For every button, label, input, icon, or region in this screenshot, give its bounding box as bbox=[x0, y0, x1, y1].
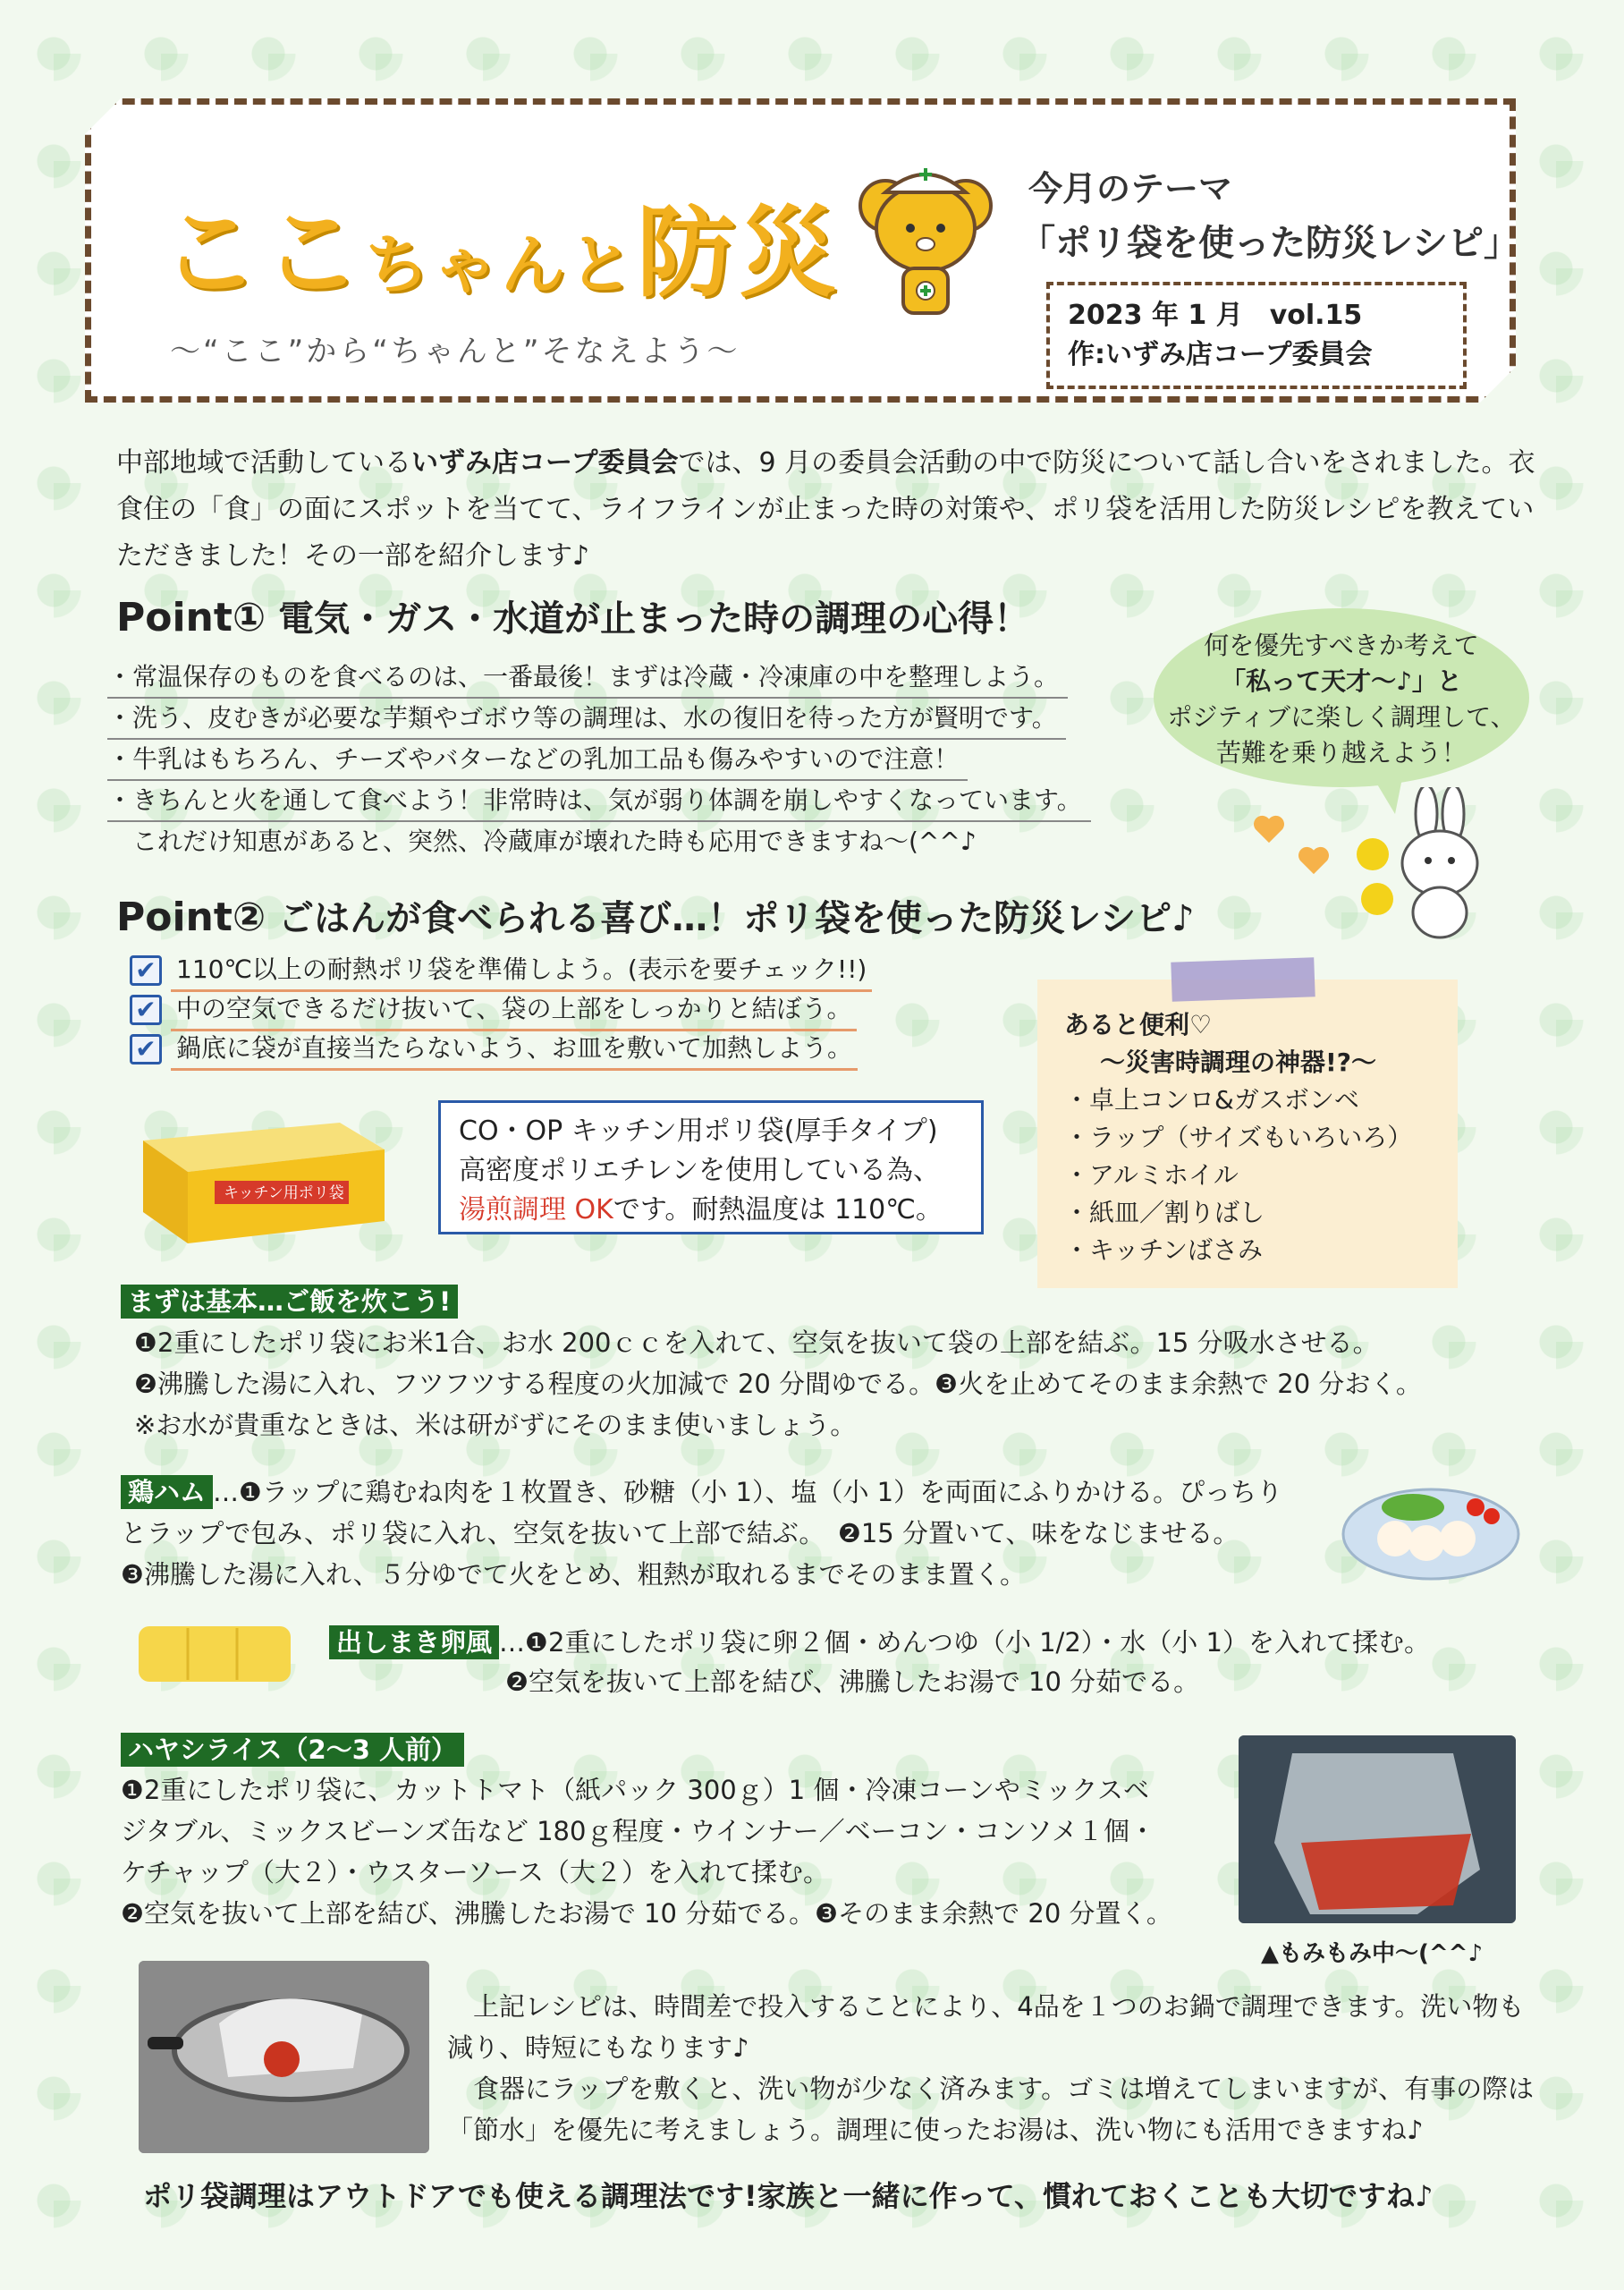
hayashi-line: ❶2重にしたポリ袋に、カットトマト（紙パック 300ｇ）1 個・冷凍コーンやミックスベ bbox=[121, 1775, 1149, 1805]
list-item: ・常温保存のものを食べるのは、一番最後！まずは冷蔵・冷凍庫の中を整理しよう。 bbox=[107, 657, 1068, 699]
mascot-icon bbox=[859, 157, 993, 327]
checkbox-icon: ✔ bbox=[130, 955, 162, 986]
list-item: ・洗う、皮むきが必要な芋類やゴボウ等の調理は、水の復旧を待った方が賢明です。 bbox=[107, 699, 1066, 740]
page-subtitle: ～“ここ”から“ちゃんと”そなえよう～ bbox=[170, 334, 740, 369]
closing-line: 減り、時短にもなります♪ bbox=[447, 2032, 749, 2063]
speech-bubble: 何を優先すべきか考えて 「私って天才～♪」と ポジティブに楽しく調理して、 苦難を乗り越えよう！ bbox=[1154, 608, 1529, 787]
page-title: ここちゃんと防災 bbox=[161, 196, 842, 310]
list-item: ・紙皿／割りばし bbox=[1064, 1198, 1265, 1227]
ham-line: ❸沸騰した湯に入れ、５分ゆでて火をとめ、粗熱が取れるまでそのまま置く。 bbox=[121, 1559, 1026, 1590]
product-spec-box: CO・OP キッチン用ポリ袋(厚手タイプ) 高密度ポリエチレンを使用している為、 湯煎調理 OKです。耐熱温度は 110℃。 bbox=[438, 1100, 984, 1234]
kneading-bag-photo bbox=[1239, 1735, 1516, 1923]
egg-line: 出しまき卵風 …❶2重にしたポリ袋に卵２個・めんつゆ（小 1/2）・水（小 1）を入れて揉む。 bbox=[329, 1622, 1430, 1663]
bunny-cheer-icon bbox=[1341, 787, 1493, 939]
pot-photo bbox=[139, 1961, 429, 2153]
checklist bbox=[130, 951, 872, 1069]
heart-icon bbox=[1252, 814, 1286, 844]
ham-line: 鶏ハム …❶ラップに鶏むね肉を１枚置き、砂糖（小 1）、塩（小 1）を両面にふりかける。ぴっちり bbox=[121, 1472, 1282, 1513]
checkbox-icon: ✔ bbox=[130, 995, 162, 1025]
list-item: ・卓上コンロ&ガスボンベ bbox=[1064, 1085, 1359, 1115]
checkbox-icon: ✔ bbox=[130, 1034, 162, 1064]
photo-caption: ▲もみもみ中～(^^♪ bbox=[1261, 1940, 1484, 1967]
hayashi-line: ケチャップ（大２）・ウスターソース（大２）を入れて揉む。 bbox=[121, 1857, 829, 1887]
heart-icon bbox=[1297, 845, 1331, 876]
handy-items-card: あると便利♡ ～災害時調理の神器!?～ ・卓上コンロ&ガスボンベ ・ラップ（サイズもいろいろ） ・アルミホイル ・紙皿／割りばし ・キッチンばさみ bbox=[1037, 980, 1458, 1288]
closing-line: 食器にラップを敷くと、洗い物が少なく済みます。ゴミは増えてしまいますが、有事の際は bbox=[447, 2074, 1535, 2104]
chicken-ham-plate-image bbox=[1341, 1467, 1520, 1583]
point1-heading: Point① 電気・ガス・水道が止まった時の調理の心得！ bbox=[116, 595, 1030, 640]
svg-text:キッチン用ポリ袋: キッチン用ポリ袋 bbox=[224, 1184, 344, 1202]
list-item: ・きちんと火を通して食べよう！非常時は、気が弱り体調を崩しやすくなっています。 bbox=[107, 781, 1091, 822]
rice-tag: まずは基本…ご飯を炊こう! bbox=[121, 1281, 458, 1322]
list-item: ・ラップ（サイズもいろいろ） bbox=[1064, 1123, 1413, 1152]
rice-note: ※お水が貴重なときは、米は研がずにそのまま使いましょう。 bbox=[134, 1410, 857, 1440]
list-item: これだけ知恵があると、突然、冷蔵庫が壊れた時も応用できますね～(^^♪ bbox=[107, 827, 977, 856]
list-item: ・牛乳はもちろん、チーズやバターなどの乳加工品も傷みやすいので注意！ bbox=[107, 740, 968, 781]
theme-value: 「ポリ袋を使った防災レシピ」 bbox=[1019, 223, 1519, 264]
rice-step: ❷沸騰した湯に入れ、フツフツする程度の火加減で 20 分間ゆでる。❸火を止めてそのまま余熱で 20 分おく。 bbox=[134, 1369, 1422, 1399]
point1-list bbox=[107, 657, 1145, 861]
checklist-item: ✔ 中の空気できるだけ抜いて、袋の上部をしっかりと結ぼう。 bbox=[130, 990, 872, 1030]
hayashi-line: ジタブル、ミックスビーンズ缶など 180ｇ程度・ウインナー／ベーコン・コンソメ１個・ bbox=[121, 1816, 1156, 1846]
checklist-item: ✔ 110℃以上の耐熱ポリ袋を準備しよう。(表示を要チェック!!) bbox=[130, 951, 872, 990]
checklist-item: ✔ 鍋底に袋が直接当たらないよう、お皿を敷いて加熱しよう。 bbox=[130, 1030, 872, 1069]
rice-step: ❶2重にしたポリ袋にお米1合、お水 200ｃｃを入れて、空気を抜いて袋の上部を結ぶ。15 分吸水させる。 bbox=[134, 1327, 1379, 1358]
issue-volume: 2023 年 1 月 vol.15 bbox=[1068, 300, 1363, 331]
intro-paragraph: 中部地域で活動しているいずみ店コープ委員会では、9 月の委員会活動の中で防災について話し合いをされました。衣食住の「食」の面にスポットを当てて、ライフラインが止まった時の対策や、ポリ袋を活用した防災レシピを教えていただきました！その一部を紹介します♪ bbox=[116, 447, 1535, 572]
tape-decoration bbox=[1171, 957, 1315, 1002]
hayashi-line: ❷空気を抜いて上部を結び、沸騰したお湯で 10 分茹でる。❸そのまま余熱で 20 分置く。 bbox=[121, 1898, 1172, 1929]
closing-line: 「節水」を優先に考えましょう。調理に使ったお湯は、洗い物にも活用できますね♪ bbox=[447, 2115, 1424, 2145]
closing-line: 上記レシピは、時間差で投入することにより、4品を１つのお鍋で調理できます。洗い物も bbox=[447, 1991, 1525, 2022]
footer-message: ポリ袋調理はアウトドアでも使える調理法です!家族と一緒に作って、慣れておくことも大切ですね♪ bbox=[143, 2179, 1434, 2213]
issue-info-box bbox=[1046, 282, 1467, 389]
list-item: ・キッチンばさみ bbox=[1064, 1235, 1264, 1265]
issue-author: 作:いずみ店コープ委員会 bbox=[1068, 339, 1373, 370]
rolled-egg-image bbox=[134, 1617, 295, 1689]
ham-line: とラップで包み、ポリ袋に入れ、空気を抜いて上部で結ぶ。 ❷15 分置いて、味をなじませる。 bbox=[121, 1518, 1239, 1548]
egg-line: ❷空気を抜いて上部を結び、沸騰したお湯で 10 分茹でる。 bbox=[505, 1667, 1200, 1697]
point2-heading: Point② ごはんが食べられる喜び…！ポリ袋を使った防災レシピ♪ bbox=[116, 895, 1195, 940]
product-box-image bbox=[134, 1105, 393, 1248]
list-item: ・アルミホイル bbox=[1064, 1160, 1239, 1190]
hayashi-tag: ハヤシライス（2～3 人前） bbox=[121, 1729, 464, 1770]
theme-label: 今月のテーマ bbox=[1028, 169, 1233, 208]
